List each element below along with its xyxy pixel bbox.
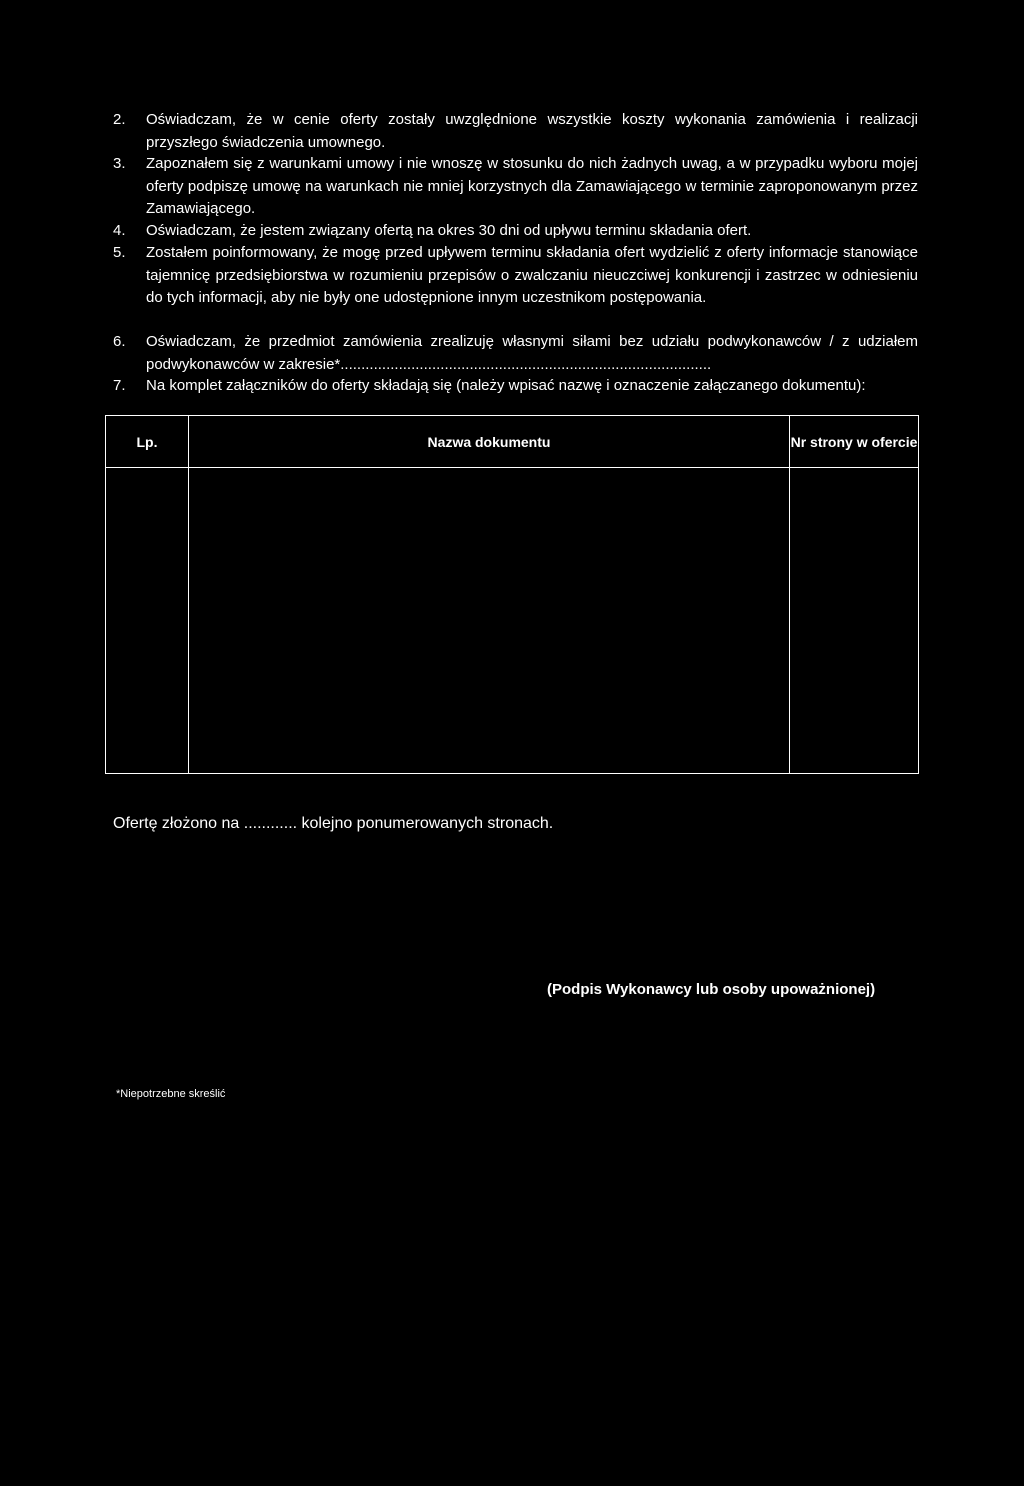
- item-number: 5.: [113, 244, 126, 261]
- item-text: Zapoznałem się z warunkami umowy i nie wnoszę w stosunku do nich żadnych uwag, a w przypadku wyboru mojej oferty podpiszę umowę na warunkach nie mniej korzystnych dla Zamawiającego w terminie zaproponowanym przez Zamawiającego.: [146, 155, 918, 217]
- statement-item-2: [113, 109, 918, 154]
- signature-label: (Podpis Wykonawcy lub osoby upoważnionej): [547, 981, 876, 998]
- cell-lp[interactable]: [106, 468, 189, 774]
- cell-document-name[interactable]: [189, 468, 790, 774]
- cell-page-number[interactable]: [790, 468, 919, 774]
- statement-item-4: [113, 220, 918, 243]
- item-number: 6.: [113, 333, 126, 350]
- attachments-table: [105, 415, 919, 774]
- statement-item-7: [113, 375, 918, 398]
- item-number: 4.: [113, 222, 126, 239]
- header-lp: Lp.: [106, 416, 189, 468]
- header-document-name: Nazwa dokumentu: [189, 416, 790, 468]
- page-count-line: Ofertę złożono na ............ kolejno ponumerowanych stronach.: [113, 815, 554, 832]
- table-header-row: [106, 416, 919, 468]
- item-number: 3.: [113, 155, 126, 172]
- item-number: 7.: [113, 377, 126, 394]
- statement-item-5: [113, 242, 918, 310]
- statement-item-3: [113, 153, 918, 221]
- footnote: *Niepotrzebne skreślić: [116, 1088, 226, 1100]
- header-page-number: Nr strony w ofercie: [790, 416, 919, 468]
- item-text: Oświadczam, że jestem związany ofertą na okres 30 dni od upływu terminu składania ofert.: [146, 222, 752, 239]
- item-text: Zostałem poinformowany, że mogę przed upływem terminu składania ofert wydzielić z oferty informacje stanowiące tajemnicę przedsiębiorstwa w rozumieniu przepisów o zwalczaniu nieuczciwej konkurencji i zastrzec w odniesieniu do tych informacji, aby nie były one udostępnione innym uczestnikom postępowania.: [146, 244, 918, 306]
- item-text: Oświadczam, że przedmiot zamówienia zrealizuję własnymi siłami bez udziału podwykonawców / z udziałem podwykonawców w zakresie*.........................................................................................: [146, 333, 918, 373]
- table-row: [106, 468, 919, 774]
- item-text: Na komplet załączników do oferty składają się (należy wpisać nazwę i oznaczenie załączanego dokumentu):: [146, 377, 866, 394]
- item-text: Oświadczam, że w cenie oferty zostały uwzględnione wszystkie koszty wykonania zamówienia i realizacji przyszłego świadczenia umownego.: [146, 111, 918, 151]
- item-number: 2.: [113, 111, 126, 128]
- statement-item-6: [113, 331, 918, 376]
